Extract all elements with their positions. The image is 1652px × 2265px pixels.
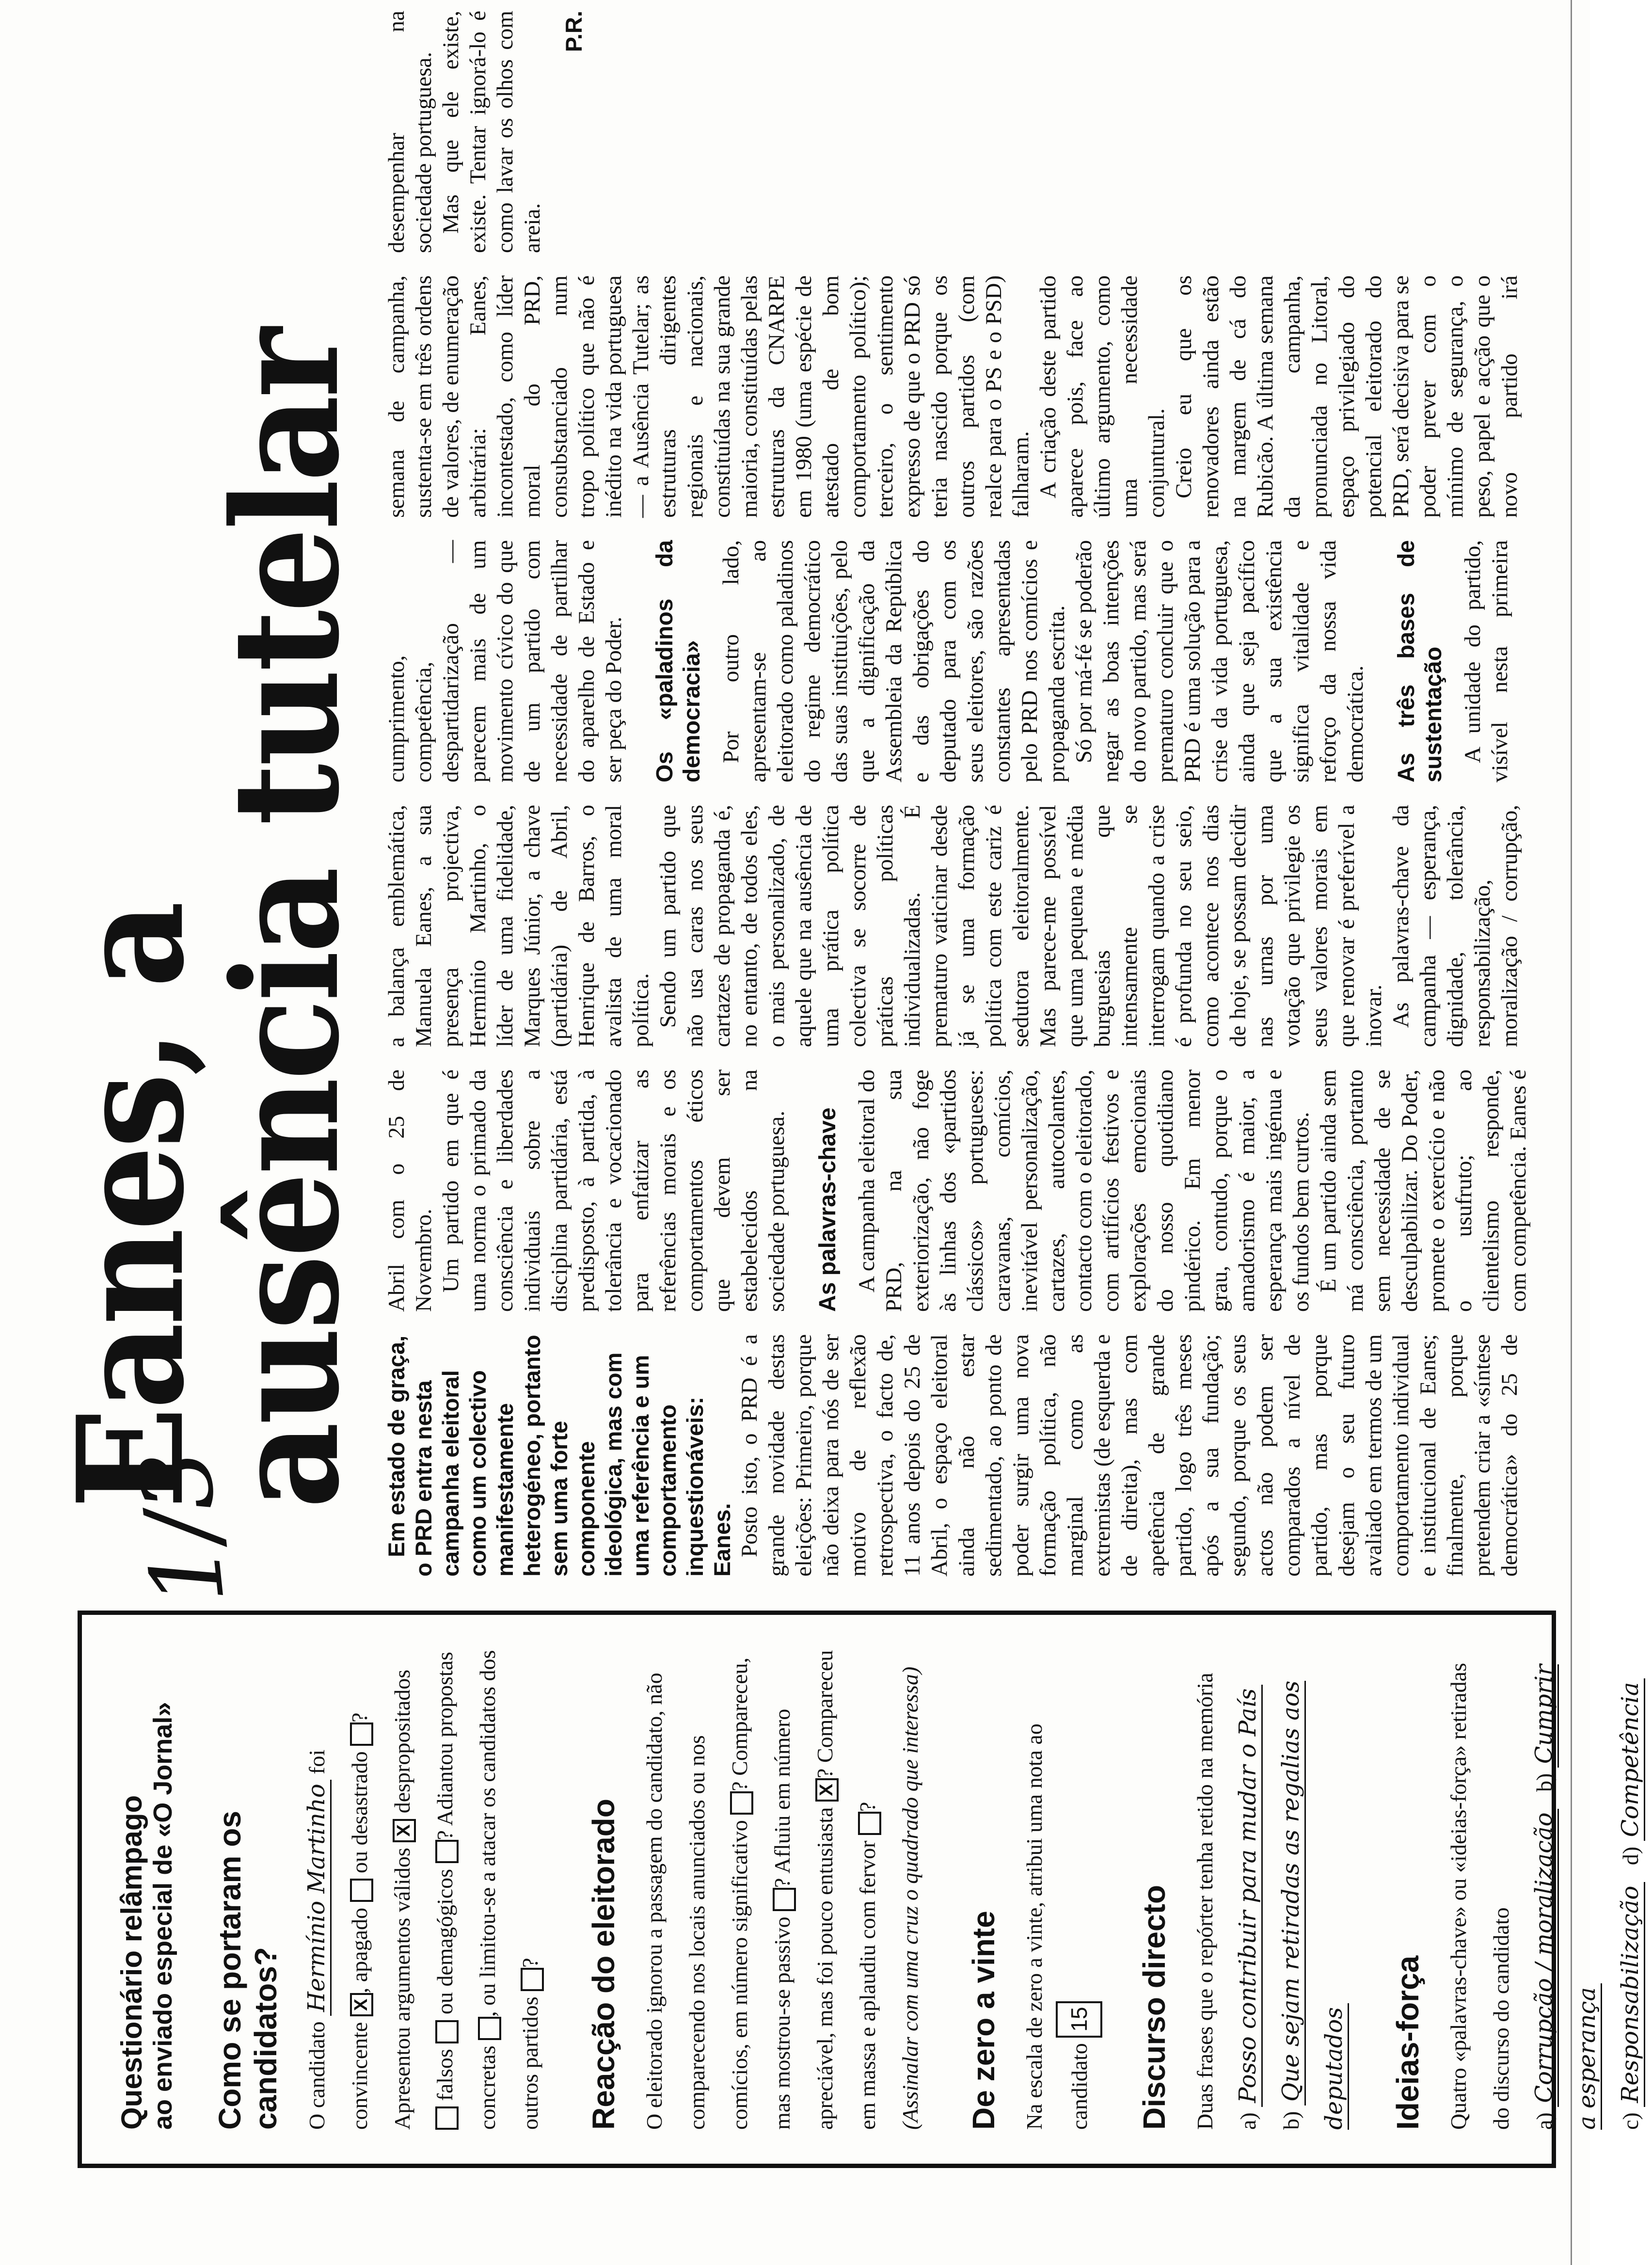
article-paragraph: Só por má-fé se poderão negar as boas intenções do novo partido, mas será prematuro concluir que o PRD é uma solução para a crise da vida portuguesa, ainda que seja pacífico que a sua existência significa vitalidade e reforço da nossa vida democrática. bbox=[1071, 540, 1368, 782]
page-edge-rule bbox=[1571, 0, 1572, 2265]
checkbox-fervor[interactable] bbox=[858, 1812, 881, 1835]
handwritten-idea-b[interactable]: Cumprir a esperança bbox=[1530, 1664, 1602, 2130]
key-ideas-row-2: c) Responsabilização d) Competência bbox=[1609, 1644, 1652, 2130]
score-line: Na escala de zero a vinte, atribui uma nota ao candidato 15 bbox=[1013, 1644, 1102, 2130]
article-paragraph: A criação deste partido aparece pois, face ao último argumento, como uma necessidade conjuntural. bbox=[1035, 275, 1169, 518]
checkbox-false[interactable] bbox=[435, 2020, 459, 2043]
questionnaire-box bbox=[78, 1611, 1644, 2168]
reaction-question: O eleitorado ignorou a passagem do candidato, não comparecendo nos locais anunciados ou nos comícios, em número significativo ? Compareceu, mas mostrou-se passivo ? Afluiu em número apreciável, mas foi pouco entusiasta X? Compareceu em massa e aplaudiu com fervor ? bbox=[633, 1644, 889, 2130]
section-heading-direct-speech: Discurso directo bbox=[1137, 1884, 1172, 2130]
article-paragraph: Um partido em que é uma norma o primado da consciência e liberdades individuais sobre a disciplina partidária, está predisposto, à partida, à tolerância e vocacionado para enfatizar as referências morais e os comportamentos éticos que devem ser estabelecidos na sociedade portuguesa. bbox=[438, 1069, 789, 1312]
score-box[interactable]: 15 bbox=[1056, 2001, 1102, 2038]
handwritten-candidate-name: Hermínio Martinho bbox=[303, 1780, 332, 2016]
subheading-three-bases: As três bases de sustentação bbox=[1394, 540, 1446, 782]
checkbox-little-enthusiasm[interactable]: X bbox=[815, 1778, 839, 1802]
article-paragraph: Posto isto, o PRD é a grande novidade destas eleições: Primeiro, porque não deixa para nós de ser motivo de reflexão retrospectiva, o facto de, 11 anos depois do 25 de Abril, o espaço eleitoral ainda não estar sedimentado, ao ponto de poder surgir uma nova formação política, não marginal como as extremistas (de esquerda e de direita), mas com apetência de grande partido, logo três meses após a sua fundação; segundo, porque os seus actos não podem ser comparados a nível de partido, mas porque desejam o seu futuro avaliado em termos de um comportamento individual e institucional de Eanes; finalmente, porque pretendem criar a «síntese democrática» do 25 de Abril com o 25 de Novembro. bbox=[384, 1069, 1522, 1577]
section-heading-reaction: Reacção do eleitorado bbox=[586, 1799, 621, 2130]
handwritten-idea-a[interactable]: Corrupção / moralização bbox=[1530, 1809, 1559, 2107]
subheading-paladins: Os «paladinos da democracia» bbox=[652, 540, 705, 782]
checkbox-ignored[interactable] bbox=[730, 1791, 753, 1815]
checkbox-valid-arguments[interactable]: X bbox=[393, 1819, 416, 1842]
checkbox-passive[interactable] bbox=[773, 1888, 796, 1911]
key-ideas-intro: Quatro «palavras-chave» ou «ideias-força» retiradas do discurso do candidato bbox=[1446, 1663, 1513, 2130]
article-paragraph: As palavras-chave da campanha — esperança, dignidade, tolerância, responsabilização, moralização / corrupção, cumprimento, competência, despartidarização — parecem mais de um movimento cívico do que de um partido com necessidade de partilhar do aparelho de Estado e ser peça do Poder. bbox=[384, 540, 1522, 1047]
questionnaire-subtitle: ao enviado especial de «O Jornal» bbox=[148, 1702, 177, 2130]
article-paragraph: A campanha eleitoral do PRD, na sua exteriorização, não foge às linhas dos «partidos clássicos» portugueses: caravanas, comícios, inevitável personalização, cartazes, autocolantes, contacto com o eleitorado, com artifícios festivos e explorações emocionais do nosso quotidiano pindérico. Em menor grau, contudo, porque o amadorismo é maior, a esperança mais ingénua e os fundos bem curtos. bbox=[854, 1069, 1314, 1312]
handwritten-idea-d[interactable]: Competência bbox=[1617, 1678, 1645, 1841]
author-signature: P.R. bbox=[561, 11, 587, 52]
checkbox-demagogic[interactable] bbox=[435, 1840, 459, 1863]
section-heading-key-ideas: Ideias-força bbox=[1390, 1955, 1425, 2130]
handwritten-page-number: 1/3 bbox=[118, 1444, 247, 1611]
article-paragraph: Por outro lado, apresentam-se ao eleitorado como paladinos do regime democrático das suas instituições, pelo que a dignificação da Assembleia da República e das obrigações do deputado para com os seus eleitores, são razões constantes apresentadas pelo PRD nos comícios e propaganda escrita. bbox=[718, 540, 1069, 782]
article-headline: Eanes, a ausência tutelar bbox=[45, 330, 371, 1509]
reaction-instruction: (Assinalar com uma cruz o quadrado que interessa) bbox=[898, 1666, 922, 2130]
subheading-keywords: As palavras-chave bbox=[815, 1107, 841, 1312]
article-lead: Em estado de graça, o PRD entra nesta campanha eleitoral como um colectivo manifestamente heterogéneo, portanto sem uma forte componente ideológica, mas com uma referência e um comportamento inquestionáveis: Eanes. bbox=[383, 1335, 735, 1577]
checkbox-convincing[interactable]: X bbox=[350, 1993, 373, 2016]
article-paragraph: A unidade do partido, visível nesta primeira semana de campanha, sustenta-se em três ordens de valores, de enumeração arbitrária: Eanes, incontestado, como líder moral do PRD, consubstanciado num tropo político que não é inédito na vida portuguesa — a Ausência Tutelar; as estruturas dirigentes regionais e nacionais, constituídas na sua grande maioria, constituídas pelas estruturas da CNARPE em 1980 (uma espécie de atestado de bom comportamento político); terceiro, o sentimento expresso de que o PRD só teria nascido porque os outros partidos (com realce para o PS e o PSD) falharam. bbox=[384, 275, 1512, 782]
checkbox-concrete-proposals[interactable] bbox=[478, 2017, 501, 2040]
direct-speech-intro: Duas frases que o repórter tenha retido na memória bbox=[1192, 1673, 1217, 2130]
section-heading-score: De zero a vinte bbox=[966, 1911, 1001, 2130]
checkbox-dull[interactable] bbox=[350, 1879, 373, 1902]
article-paragraph: Creio eu que os renovadores ainda estão na margem de cá do Rubicão. A última semana da campanha, pronunciada no Litoral, espaço privilegiado do potencial eleitorado do PRD, será decisiva para se poder prever com o mínimo de segurança, o peso, papel e acção que o novo partido irá desempenhar na sociedade portuguesa. bbox=[384, 11, 1522, 518]
conduct-question: O candidato Hermínio Martinho foi convincente X, apagado ou desastrado ? Apresentou argumentos válidos X despropositados falsos ou demagógicos ? Adiantou propostas concretas , ou limitou-se a atacar os candidatos dos outros partidos ? bbox=[295, 1644, 552, 2130]
article-paragraph: É um partido ainda sem má consciência, portanto sem necessidade de se desculpabilizar. Do Poder, promete o exercício e não o usufruto; ao clientelismo responde, com competência. Eanes é a balança emblemática, Manuela Eanes, a sua presença projectiva, Hermínio Martinho, o líder de uma fidelidade, Marques Júnior, a chave (partidária) de Abril, Henrique de Barros, o avalista de uma moral política. bbox=[384, 805, 1531, 1312]
section-heading-conduct: Como se portaram os candidatos? bbox=[212, 1811, 283, 2130]
checkbox-inappropriate[interactable] bbox=[435, 2106, 459, 2130]
direct-speech-b: b) Que sejam retiradas as regalias aos deputados bbox=[1270, 1644, 1356, 2130]
article-paragraph: Sendo um partido que não usa caras nos seus cartazes de propaganda é, no entanto, de todos eles, o mais personalizado, de aquele que na ausência de uma prática política colectiva se socorre de práticas políticas individualizadas. É prematuro vaticinar desde já se uma formação política com este cariz é sedutora eleitoralmente. Mas parece-me possível que uma pequena e média burguesias que intensamente se interrogam quando a crise é profunda no seu seio, como acontece nos dias de hoje, se possam decidir nas urnas por uma votação que privilegie os seus valores morais em que renovar é preferível a inovar. bbox=[655, 805, 1386, 1047]
checkbox-attacked-others[interactable] bbox=[521, 1968, 544, 1991]
handwritten-idea-c[interactable]: Responsabilização bbox=[1617, 1882, 1645, 2107]
article-body bbox=[383, 11, 1537, 1577]
handwritten-quote-b[interactable]: Que sejam retiradas as regalias aos deputados bbox=[1277, 1681, 1349, 2130]
checkbox-disastrous[interactable] bbox=[350, 1723, 373, 1746]
key-ideas-row-1: a) Corrupção / moralização b) Cumprir a esperança bbox=[1523, 1644, 1609, 2130]
article-paragraph: Mas que ele existe, existe. Tentar ignorá-lo é como lavar os olhos com areia. bbox=[438, 11, 545, 253]
direct-speech-a: a) Posso contribuir para mudar o País bbox=[1226, 1644, 1270, 2130]
questionnaire-title: Questionário relâmpago bbox=[115, 1795, 148, 2130]
handwritten-quote-a[interactable]: Posso contribuir para mudar o País bbox=[1234, 1685, 1263, 2107]
